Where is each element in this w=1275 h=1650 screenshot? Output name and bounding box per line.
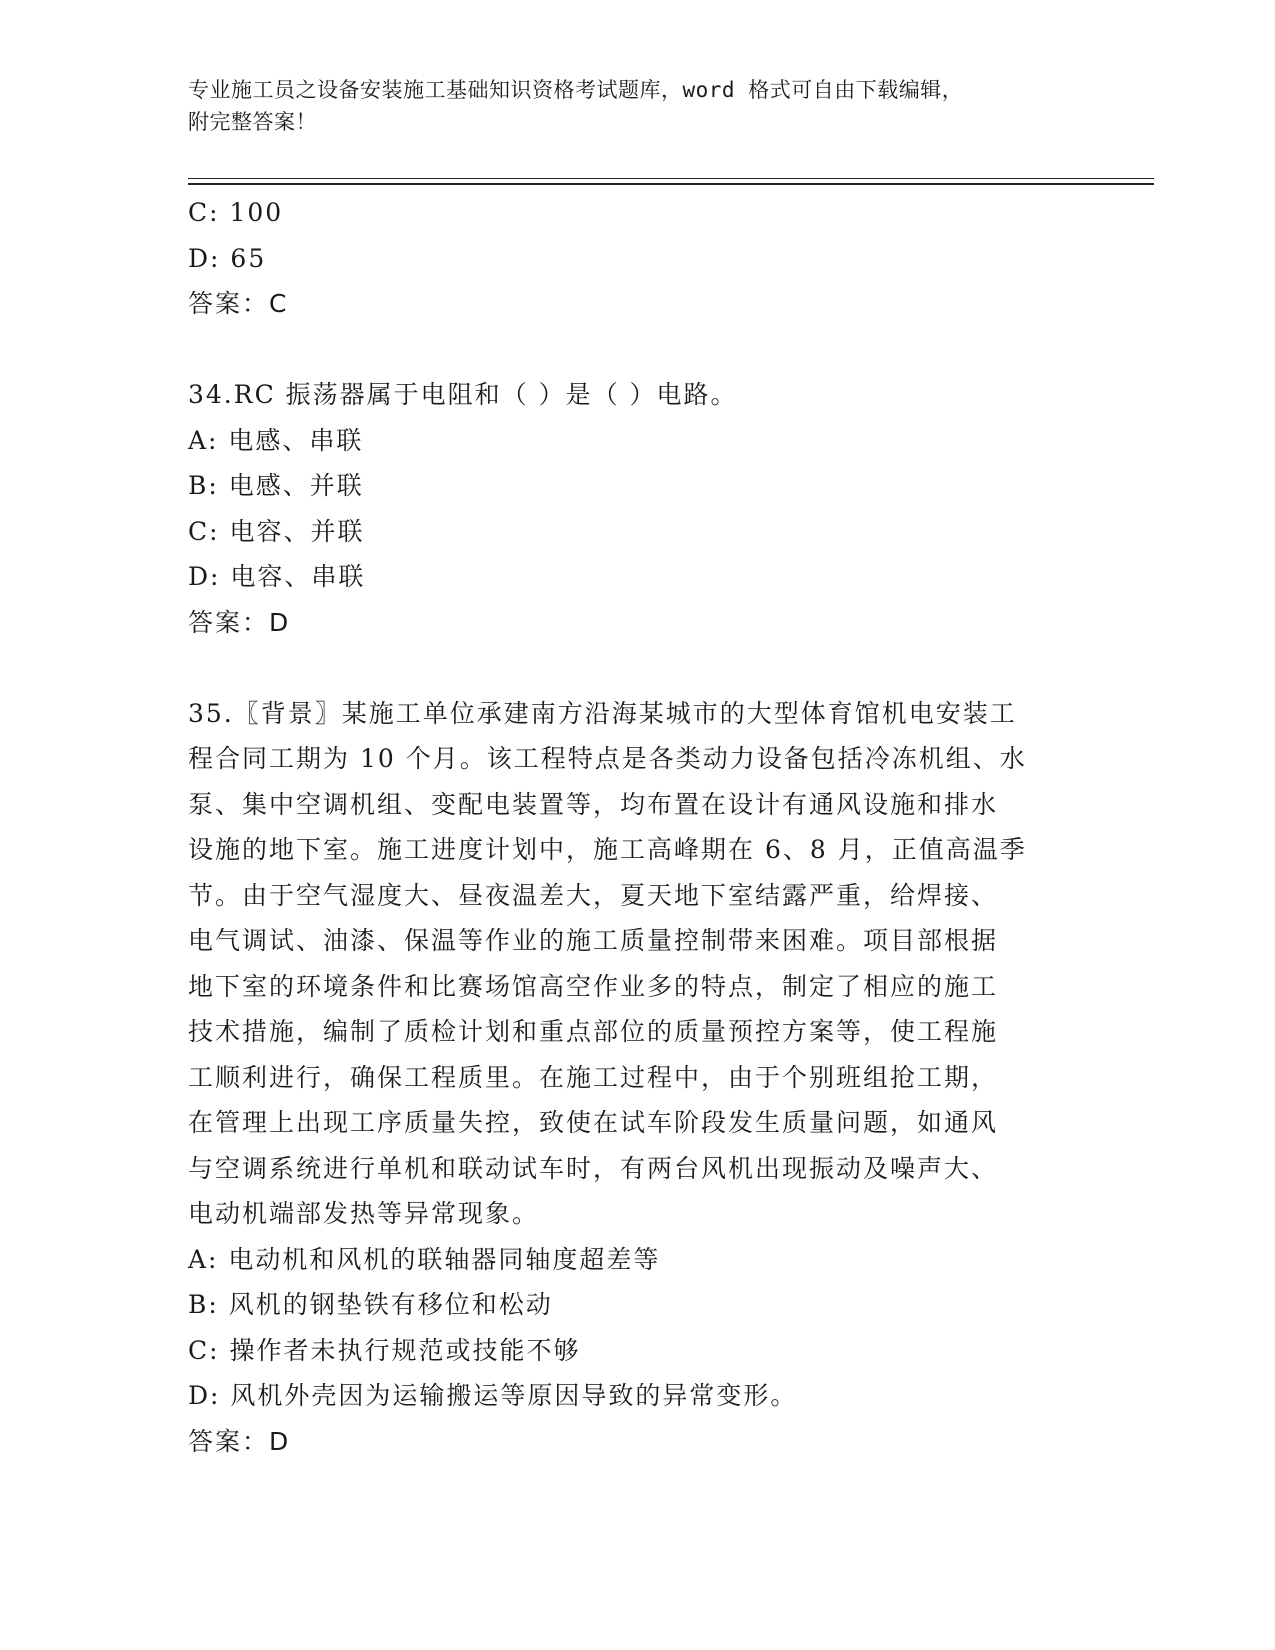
q35-stem-line: 设施的地下室。施工进度计划中，施工高峰期在 6、8 月，正值高温季: [188, 835, 1027, 864]
q35-stem-line: 与空调系统进行单机和联动试车时，有两台风机出现振动及噪声大、: [188, 1153, 999, 1183]
header-divider-top: [188, 178, 1154, 179]
q35-stem-line: 35.〖背景〗某施工单位承建南方沿海某城市的大型体育馆机电安装工: [188, 698, 1017, 728]
q35-option-d: D: 风机外壳因为运输搬运等原因导致的异常变形。: [188, 1381, 798, 1410]
q35-answer: 答案：D: [188, 1426, 291, 1456]
q35-stem-line: 泵、集中空调机组、变配电装置等，均布置在设计有通风设施和排水: [188, 789, 999, 819]
q34-option-a: A: 电感、串联: [188, 425, 364, 455]
q35-stem-line: 技术措施，编制了质检计划和重点部位的质量预控方案等，使工程施: [188, 1017, 999, 1046]
spacer: [188, 327, 1088, 373]
q35-stem-line: 电动机端部发热等异常现象。: [188, 1199, 540, 1228]
header-divider-bottom: [188, 183, 1154, 185]
q35-stem-line: 电气调试、油漆、保温等作业的施工质量控制带来困难。项目部根据: [188, 926, 999, 955]
q35-stem-line: 工顺利进行，确保工程质里。在施工过程中，由于个别班组抢工期，: [188, 1062, 999, 1092]
q35-stem-line: 地下室的环境条件和比赛场馆高空作业多的特点，制定了相应的施工: [188, 971, 999, 1001]
q34-option-b: B: 电感、并联: [188, 471, 364, 500]
q33-option-d: D: 65: [188, 243, 267, 273]
q35-option-a: A: 电动机和风机的联轴器同轴度超差等: [188, 1244, 661, 1274]
header-title-line-2: 附完整答案！: [188, 110, 317, 134]
header-title-line-1: 专业施工员之设备安装施工基础知识资格考试题库，word 格式可自由下载编辑，: [188, 78, 964, 102]
q35-stem-line: 程合同工期为 10 个月。该工程特点是各类动力设备包括冷冻机组、水: [188, 744, 1027, 773]
q35-option-b: B: 风机的钢垫铁有移位和松动: [188, 1290, 553, 1319]
q35-stem-line: 节。由于空气湿度大、昼夜温差大，夏天地下室结露严重，给焊接、: [188, 880, 999, 910]
document-header: [188, 74, 1068, 138]
spacer: [188, 645, 1088, 691]
q34-answer: 答案：D: [188, 607, 291, 637]
question-content: [188, 190, 1088, 1464]
q33-answer: 答案：C: [188, 289, 289, 318]
q33-option-c: C: 100: [188, 198, 284, 227]
q35-option-c: C: 操作者未执行规范或技能不够: [188, 1335, 581, 1365]
q35-stem: [188, 691, 1088, 1237]
q34-option-d: D: 电容、串联: [188, 562, 366, 591]
q34-stem: 34.RC 振荡器属于电阻和（ ）是（ ）电路。: [188, 380, 738, 409]
q34-option-c: C: 电容、并联: [188, 516, 365, 546]
q35-stem-line: 在管理上出现工序质量失控，致使在试车阶段发生质量问题，如通风: [188, 1108, 999, 1137]
